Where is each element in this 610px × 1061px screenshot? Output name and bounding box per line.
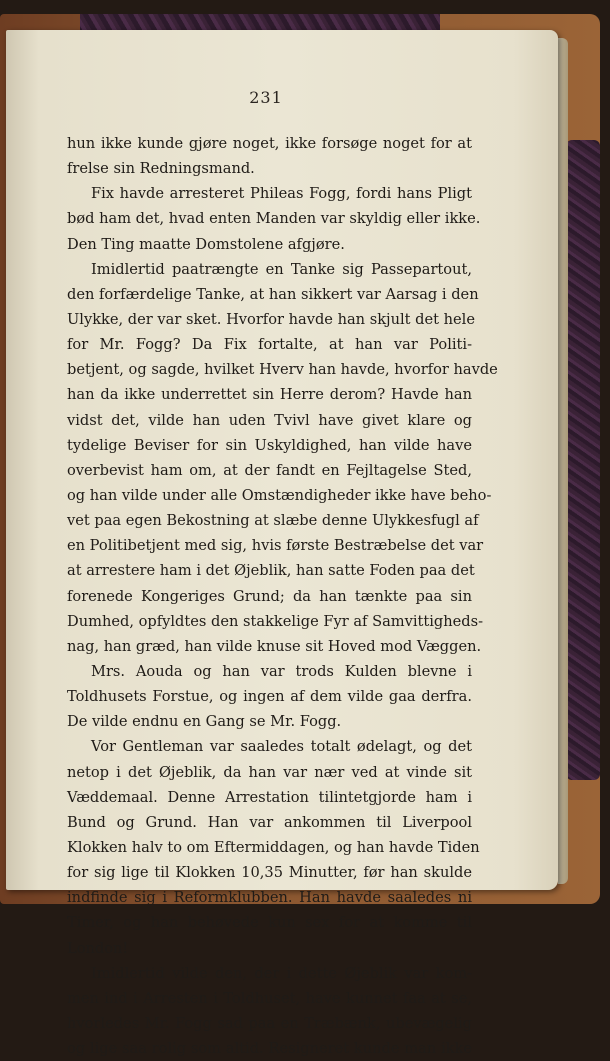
- text-line: vet paa egen Bekostning at slæbe denne Ulykkesfugl af: [67, 512, 479, 530]
- text-line: den forfærdelige Tanke, at han sikkert var Aarsag i den: [67, 285, 479, 303]
- text-line: Fix havde arresteret Phileas Fogg, fordi hans Pligt: [91, 185, 472, 203]
- text-line: London!: [67, 939, 129, 957]
- text-line: en Politibetjent med sig, hvis første Bestræbelse det var: [67, 537, 484, 555]
- text-line: Bund og Grund. Han var ankommen til Liverpool: [67, 813, 472, 831]
- text-line: Vor Gentleman var saaledes totalt ødelagt, og det: [91, 738, 472, 756]
- text-line: indfinde sig i Reformklubben. Han havde saaledes ni: [67, 889, 472, 907]
- text-line: Klokken halv to om Eftermiddagen, og han havde Tiden: [67, 838, 480, 856]
- page-edge: [558, 38, 568, 884]
- text-line: Toldhusets Forstue, og ingen af dem vilde gaa derfra.: [67, 688, 472, 706]
- text-line: tydelige Beviser for sin Uskyldighed, han vilde have: [67, 436, 472, 454]
- text-line: Timer, og han behøvede kun sex for at komme til: [67, 914, 472, 932]
- text-line: hvorledes Mr. Fogg sad paa en Træbænk, ubevægelig: [67, 1014, 472, 1032]
- text-line: bød ham det, hvad enten Manden var skyldig eller ikke.: [67, 210, 481, 228]
- text-line: Den Ting maatte Domstolene afgjøre.: [67, 235, 345, 253]
- page-number: 231: [249, 88, 283, 107]
- text-line: betjent, og sagde, hvilket Hverv han havde, hvorfor havde: [67, 361, 498, 379]
- text-line: Mrs. Aouda og han var trods Kulden blevne i: [91, 662, 472, 680]
- text-line: Imidlertid vilde den, der i dette Øjeblik var kom-: [91, 964, 472, 982]
- book-page: [6, 30, 558, 1058]
- text-line: overbevist ham om, at der fandt en Fejltagelse Sted,: [67, 461, 472, 479]
- text-line: Væddemaal. Denne Arrestation tilintetgjorde ham i: [67, 788, 472, 806]
- text-line: og han vilde under alle Omstændigheder ikke have beho-: [67, 486, 492, 504]
- text-line: nag, han græd, han vilde knuse sit Hoved mod Væggen.: [67, 637, 482, 655]
- text-line: Dumhed, opfyldtes den stakkelige Fyr af Samvittigheds-: [67, 612, 484, 630]
- text-line: men ind i Arresten i Toldhuset, have kunnet faa at se,: [67, 989, 472, 1007]
- text-line: forenede Kongeriges Grund; da han tænkte paa sin: [67, 587, 472, 605]
- text-line: frelse sin Redningsmand.: [67, 160, 255, 178]
- text-line: Ulykke, der var sket. Hvorfor havde han skjult det hele: [67, 310, 475, 328]
- text-line: hun ikke kunde gjøre noget, ikke forsøge noget for at: [67, 135, 472, 152]
- text-line: netop i det Øjeblik, da han var nær ved at vinde sit: [67, 763, 472, 781]
- text-line: for sig lige til Klokken 10,35 Minutter, før han skulde: [67, 864, 472, 882]
- text-line: og lige saa rolig som altid. Resigneret kunde man ikke: [67, 1040, 472, 1058]
- text-line: vidst det, vilde han uden Tvivl have givet klare og: [67, 411, 472, 429]
- text-line: for Mr. Fogg? Da Fix fortalte, at han var Politi-: [67, 336, 472, 354]
- text-line: at arrestere ham i det Øjeblik, han satte Foden paa det: [67, 562, 475, 580]
- text-line: Imidlertid paatrængte en Tanke sig Passepartout,: [91, 260, 472, 278]
- cover-marbled-edge: [566, 140, 600, 780]
- text-line: De vilde endnu en Gang se Mr. Fogg.: [67, 713, 342, 731]
- text-line: han da ikke underrettet sin Herre derom? Havde han: [67, 386, 472, 404]
- body-text: [67, 131, 498, 1061]
